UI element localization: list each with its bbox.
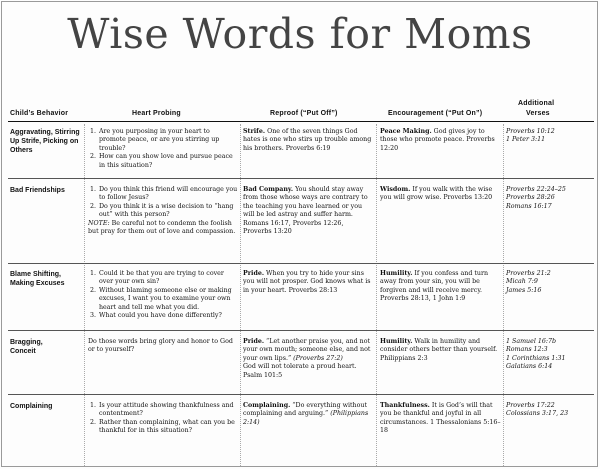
row-encouragement — [380, 338, 502, 363]
row-behavior: Aggravating, Stirring Up Strife, Picking on Others — [10, 129, 80, 154]
probing-note — [88, 220, 238, 237]
row-reproof — [243, 128, 374, 153]
reproof-ref: (Proverbs 27:2) — [293, 354, 343, 362]
row-rule — [8, 263, 594, 264]
encouragement-lead: Thankfulness. — [380, 402, 430, 409]
encouragement-text: It is God’s will that you be thankful and joyful in all circumstances. 1 Thessalonians 5:16–18 — [380, 402, 501, 435]
reproof-lead: Complaining. — [243, 402, 291, 409]
verse-ref: Proverbs 10:12 — [506, 128, 555, 135]
verse-ref: Proverbs 22:24–25 — [506, 186, 566, 193]
reproof-extra: God will not tolerate a proud heart. Psalm 101:5 — [243, 363, 357, 379]
encouragement-text: God gives joy to those who promote peace. Proverbs 12:20 — [380, 128, 495, 152]
header-verses: Verses — [526, 110, 550, 117]
encouragement-lead: Wisdom. — [380, 186, 411, 193]
header-probing: Heart Probing — [132, 110, 181, 117]
verse-ref: 1 Corinthians 1:31 — [506, 354, 566, 362]
header-additional: Additional — [518, 100, 555, 107]
reproof-ref: (Philippians 2:14) — [243, 410, 369, 426]
column-divider — [240, 124, 241, 466]
reproof-text: When you try to hide your sins you will not prosper. God knows what is in your heart. Proverbs 28:13 — [243, 270, 371, 294]
row-behavior: Blame Shifting, Making Excuses — [10, 271, 65, 287]
encouragement-text: If you confess and turn away from your sin, you will be forgiven and will receive mercy. Proverbs 28:13, 1 John 1:9 — [380, 270, 489, 303]
encouragement-lead: Humility. — [380, 338, 413, 345]
encouragement-lead: Peace Making. — [380, 128, 432, 135]
row-reproof — [243, 270, 374, 295]
row-probing — [88, 402, 238, 436]
row-verses — [506, 270, 594, 295]
row-encouragement — [380, 402, 502, 436]
header-rule — [8, 121, 594, 122]
row-encouragement — [380, 128, 502, 153]
verse-ref: Proverbs 28:26 — [506, 194, 555, 202]
row-verses — [506, 338, 594, 372]
header-behavior: Child’s Behavior — [10, 110, 69, 117]
column-divider — [84, 124, 85, 466]
verse-ref: Romans 12:3 — [506, 346, 548, 354]
header-encouragement: Encouragement (“Put On”) — [388, 110, 483, 117]
verse-ref: Proverbs 17:22 — [506, 402, 555, 409]
note-label: NOTE: — [88, 219, 110, 227]
verse-ref: Micah 7:9 — [506, 278, 538, 286]
row-probing — [88, 338, 238, 355]
encouragement-text: Walk in humility and consider others better than yourself. Philippians 2:3 — [380, 338, 498, 362]
row-behavior: Bad Friendships — [10, 187, 65, 194]
probing-question: 2. How can you show love and pursue peace in this situation? — [98, 153, 238, 170]
row-rule — [8, 178, 594, 179]
encouragement-text: If you walk with the wise you will grow wise. Proverbs 13:20 — [380, 186, 493, 202]
column-divider — [503, 124, 504, 466]
reproof-lead: Strife. — [243, 128, 266, 135]
probing-question: 1. Do you think this friend will encourage you to follow Jesus? — [98, 186, 238, 203]
verse-ref: 1 Peter 3:11 — [506, 136, 546, 144]
verse-ref: Romans 16:17 — [506, 202, 552, 210]
header-reproof: Reproof (“Put Off”) — [270, 110, 338, 117]
probing-question: 1. Could it be that you are trying to cover over your own sin? — [98, 270, 238, 287]
verse-ref: 1 Samuel 16:7b — [506, 338, 557, 345]
row-encouragement — [380, 270, 502, 304]
row-verses — [506, 402, 594, 419]
row-reproof — [243, 186, 374, 236]
verse-ref: Galatians 6:14 — [506, 363, 553, 371]
reproof-lead: Bad Company. — [243, 186, 294, 193]
page-title: Wise Words for Moms — [67, 10, 533, 58]
encouragement-lead: Humility. — [380, 270, 413, 277]
column-divider — [376, 124, 377, 466]
reproof-text: One of the seven things God hates is one who stirs up trouble among his brothers. Proverbs 6:19 — [243, 128, 372, 152]
row-rule — [8, 394, 594, 395]
note-text: Be careful not to condemn the foolish but pray for them out of love and compassion. — [88, 219, 236, 236]
row-behavior: Complaining — [10, 403, 53, 410]
row-probing — [88, 186, 238, 236]
probing-question: 2. Rather than complaining, what can you be thankful for in this situation? — [98, 419, 238, 436]
row-behavior: Bragging, Conceit — [10, 339, 43, 355]
row-reproof — [243, 402, 374, 427]
probing-question: 1. Is your attitude showing thankfulness and contentment? — [98, 402, 238, 419]
reproof-lead: Pride. — [243, 338, 265, 345]
row-encouragement — [380, 186, 502, 203]
row-probing — [88, 128, 238, 170]
reproof-text: “Let another praise you, and not your own mouth; someone else, and not your own lips.” — [243, 338, 371, 362]
probing-question: 3. What could you have done differently? — [98, 312, 238, 320]
reproof-text: You should stay away from those whose ways are contrary to the teaching you have learned or you will be led astray and suffer harm. Romans 16:17, Proverbs 12:26, Proverbs 13:20 — [243, 186, 368, 236]
row-verses — [506, 186, 594, 211]
probing-question: 2. Do you think it is a wise decision to “hang out” with this person? — [98, 203, 238, 220]
row-reproof — [243, 338, 374, 380]
verse-ref: Proverbs 21:2 — [506, 270, 551, 277]
row-verses — [506, 128, 594, 145]
row-probing — [88, 270, 238, 320]
probing-question: Do those words bring glory and honor to God or to yourself? — [88, 338, 233, 354]
reproof-lead: Pride. — [243, 270, 265, 277]
probing-question: 2. Without blaming someone else or making excuses, I want you to examine your own heart and tell me what you did. — [98, 287, 238, 312]
probing-question: 1. Are you purposing in your heart to promote peace, or are you stirring up trouble? — [98, 128, 238, 153]
row-rule — [8, 330, 594, 331]
verse-ref: Colossians 3:17, 23 — [506, 410, 569, 418]
reproof-text: “Do everything without complaining and arguing.” — [243, 402, 367, 418]
verse-ref: James 5:16 — [506, 286, 542, 294]
